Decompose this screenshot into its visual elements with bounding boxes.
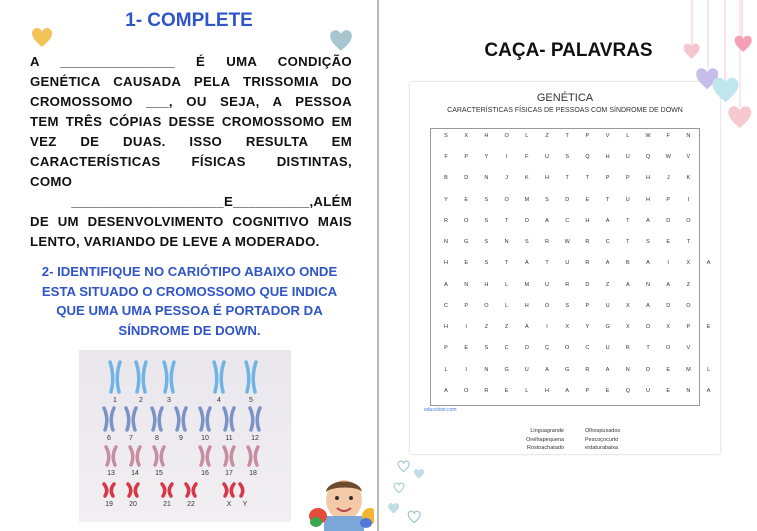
grid-letter: S bbox=[565, 154, 570, 161]
grid-letter: U bbox=[625, 154, 630, 161]
word-list-item: Rostoachatado bbox=[527, 445, 564, 451]
grid-letter: T bbox=[626, 239, 630, 246]
chromosome bbox=[104, 484, 114, 496]
grid-letter: E bbox=[666, 239, 671, 246]
grid-letter: N bbox=[444, 239, 448, 246]
grid-letter: A bbox=[605, 217, 610, 224]
grid-letter: O bbox=[666, 345, 671, 352]
grid-letter: U bbox=[605, 345, 610, 352]
grid-letter: E bbox=[464, 345, 469, 352]
grid-letter: D bbox=[464, 175, 469, 182]
paragraph-line: GENÉTICA CAUSADA PELA TRISSOMIA DO bbox=[30, 74, 352, 89]
grid-letter: K bbox=[686, 175, 691, 182]
right-page bbox=[380, 0, 757, 531]
chromosome bbox=[136, 362, 146, 392]
chromosome bbox=[224, 447, 234, 465]
chromosome bbox=[176, 408, 186, 430]
grid-letter: G bbox=[565, 366, 570, 373]
grid-letter: L bbox=[444, 366, 448, 373]
grid-letter: I bbox=[465, 324, 467, 331]
grid-letter: Z bbox=[484, 324, 489, 331]
question-2-line: 2- IDENTIFIQUE NO CARIÓTIPO ABAIXO ONDE bbox=[41, 264, 338, 279]
chromosome-label: 14 bbox=[131, 470, 139, 477]
grid-letter: W bbox=[564, 239, 570, 246]
grid-letter: I bbox=[505, 154, 508, 161]
grid-letter: A bbox=[524, 260, 529, 267]
chromosome bbox=[224, 408, 234, 430]
grid-letter: A bbox=[545, 217, 549, 224]
grid-letter: C bbox=[605, 239, 610, 246]
grid-letter: U bbox=[565, 260, 570, 267]
grid-letter: J bbox=[505, 175, 508, 182]
grid-letter: W bbox=[665, 154, 671, 161]
chromosome-label: 17 bbox=[225, 470, 233, 477]
word-search-title: CAÇA- PALAVRAS bbox=[484, 40, 653, 61]
grid-letter: H bbox=[646, 196, 650, 203]
grid-letter: Q bbox=[585, 154, 590, 161]
hearts-decoration bbox=[385, 452, 445, 531]
grid-letter: H bbox=[524, 302, 529, 309]
grid-letter: A bbox=[605, 260, 610, 267]
paragraph-line: VEZ DE DUAS. ISSO RESULTA EM bbox=[30, 134, 352, 149]
grid-letter: P bbox=[585, 133, 590, 139]
grid-letter: G bbox=[605, 324, 610, 331]
grid-letter: D bbox=[666, 302, 671, 309]
grid-letter: V bbox=[686, 345, 691, 352]
grid-letter: E bbox=[464, 196, 469, 203]
grid-letter: D bbox=[585, 281, 590, 288]
chromosome-label: 20 bbox=[129, 501, 137, 508]
grid-letter: O bbox=[645, 324, 651, 331]
paragraph-line: LENTO, VARIANDO DE LEVE A MODERADO. bbox=[30, 234, 320, 249]
grid-letter: A bbox=[646, 217, 650, 224]
chromosome-label: X bbox=[226, 501, 232, 508]
grid-letter: O bbox=[464, 217, 469, 224]
grid-letter: N bbox=[686, 387, 691, 394]
grid-letter: U bbox=[605, 302, 610, 309]
grid-letter: N bbox=[484, 175, 489, 182]
grid-letter: G bbox=[464, 239, 469, 246]
chromosome-label: 1 bbox=[113, 397, 117, 404]
paragraph-line: COMO bbox=[30, 174, 73, 189]
paragraph-line: TEM TRÊS CÓPIAS DESSE CROMOSSOMO EM bbox=[30, 114, 352, 129]
chromosome-label: 18 bbox=[249, 470, 257, 477]
sheet-title: GENÉTICA bbox=[536, 92, 594, 104]
grid-letter: U bbox=[524, 366, 529, 373]
child-painting-image bbox=[308, 470, 374, 531]
grid-letter: L bbox=[525, 133, 529, 139]
grid-letter: P bbox=[444, 345, 448, 352]
grid-letter: P bbox=[686, 324, 691, 331]
chromosome bbox=[250, 408, 260, 430]
fill-in-paragraph bbox=[30, 52, 352, 252]
question-2-line: SÍNDROME DE DOWN. bbox=[118, 322, 261, 338]
word-list-item: estaturabaixa bbox=[585, 445, 619, 451]
heart-icon bbox=[328, 28, 354, 54]
grid-letter: Z bbox=[504, 324, 509, 331]
grid-letter: G bbox=[504, 366, 509, 373]
grid-letter: Z bbox=[545, 133, 549, 139]
grid-letter: X bbox=[666, 324, 671, 331]
grid-letter: D bbox=[646, 366, 650, 373]
grid-letter: F bbox=[666, 133, 670, 139]
grid-letter: D bbox=[565, 196, 570, 203]
grid-letter: A bbox=[706, 387, 711, 394]
grid-letter: M bbox=[524, 281, 530, 288]
grid-letter: T bbox=[545, 260, 549, 267]
chromosome bbox=[214, 362, 224, 392]
grid-letter: H bbox=[646, 175, 650, 182]
chromosome-label: Y bbox=[242, 501, 248, 508]
grid-letter: H bbox=[484, 133, 489, 139]
grid-letter: O bbox=[464, 387, 469, 394]
chromosome-label: 4 bbox=[217, 397, 221, 404]
chromosome-label: 9 bbox=[179, 435, 183, 442]
grid-letter: X bbox=[625, 324, 630, 331]
grid-letter: X bbox=[565, 324, 570, 331]
grid-letter: S bbox=[484, 196, 489, 203]
grid-letter: U bbox=[625, 196, 630, 203]
grid-letter: T bbox=[626, 217, 630, 224]
question-2 bbox=[22, 262, 357, 340]
grid-letter: D bbox=[666, 217, 671, 224]
grid-letter: F bbox=[444, 154, 448, 161]
grid-letter: R bbox=[545, 239, 549, 246]
grid-letter: I bbox=[546, 324, 548, 331]
karyotype-image bbox=[79, 350, 291, 522]
grid-letter: I bbox=[687, 196, 690, 203]
grid-letter: S bbox=[444, 133, 448, 139]
chromosome-label: 13 bbox=[107, 470, 115, 477]
grid-letter: P bbox=[464, 302, 469, 309]
left-page bbox=[0, 0, 378, 531]
word-list-left bbox=[500, 427, 564, 453]
grid-letter: P bbox=[585, 302, 590, 309]
grid-letter: C bbox=[504, 345, 509, 352]
chromosome-label: 19 bbox=[105, 501, 113, 508]
grid-letter: Y bbox=[585, 324, 590, 331]
grid-letter: S bbox=[484, 260, 489, 267]
grid-letter: N bbox=[625, 366, 630, 373]
chromosome bbox=[152, 408, 162, 430]
grid-letter: A bbox=[646, 260, 650, 267]
page-divider bbox=[377, 0, 379, 531]
paragraph-line: CROMOSSOMO ___, OU SEJA, A PESSOA bbox=[30, 94, 352, 109]
grid-letter: M bbox=[686, 366, 691, 373]
grid-letter: P bbox=[605, 175, 610, 182]
grid-letter: O bbox=[484, 302, 489, 309]
grid-letter: O bbox=[524, 345, 529, 352]
word-list-item: Pescoçocurto bbox=[585, 436, 619, 443]
grid-letter: S bbox=[545, 196, 549, 203]
grid-letter: T bbox=[565, 133, 569, 139]
grid-letter: L bbox=[525, 387, 529, 394]
question-2-line: QUE UMA UMA PESSOA É PORTADOR DA bbox=[56, 303, 323, 318]
grid-letter: P bbox=[625, 175, 630, 182]
chromosome bbox=[200, 408, 210, 430]
grid-letter: A bbox=[605, 366, 610, 373]
grid-letter: B bbox=[444, 175, 448, 182]
word-list-item: Linguagrande bbox=[530, 428, 564, 434]
grid-letter: O bbox=[504, 196, 509, 203]
grid-letter: J bbox=[666, 175, 670, 182]
letter-grid bbox=[430, 128, 711, 406]
grid-letter: U bbox=[545, 154, 549, 161]
grid-letter: E bbox=[666, 366, 671, 373]
grid-letter: P bbox=[666, 196, 671, 203]
grid-letter: A bbox=[524, 324, 529, 331]
chromosome bbox=[186, 484, 196, 496]
grid-letter: X bbox=[686, 260, 691, 267]
grid-letter: O bbox=[686, 302, 691, 309]
grid-letter: L bbox=[505, 302, 509, 309]
grid-letter: O bbox=[524, 217, 529, 224]
grid-letter: E bbox=[464, 260, 469, 267]
hanging-hearts-decoration bbox=[680, 0, 757, 135]
grid-letter: Y bbox=[484, 154, 489, 161]
word-list-item: Orelhapequena bbox=[526, 436, 564, 443]
chromosome bbox=[224, 484, 234, 496]
grid-letter: Ç bbox=[545, 345, 549, 352]
grid-letter: R bbox=[585, 260, 590, 267]
grid-letter: R bbox=[585, 239, 590, 246]
question-2-line: ESTA SITUADO O CROMOSSOMO QUE INDICA bbox=[41, 283, 338, 299]
grid-letter: H bbox=[585, 217, 590, 224]
chromosome bbox=[246, 362, 256, 392]
grid-letter: E bbox=[706, 324, 711, 331]
chromosome-label: 22 bbox=[187, 501, 195, 508]
grid-letter: M bbox=[524, 196, 530, 203]
word-list-item: Olhospuxados bbox=[585, 428, 621, 434]
grid-letter: I bbox=[667, 260, 669, 267]
grid-letter: S bbox=[565, 302, 570, 309]
chromosome bbox=[164, 362, 174, 392]
grid-letter: S bbox=[484, 345, 489, 352]
grid-letter: S bbox=[524, 239, 529, 246]
chromosome bbox=[110, 362, 120, 392]
chromosome bbox=[106, 447, 116, 465]
grid-letter: H bbox=[444, 324, 448, 331]
heart-icon bbox=[30, 26, 54, 50]
grid-letter: L bbox=[626, 133, 630, 139]
grid-letter: O bbox=[504, 133, 509, 139]
grid-letter: X bbox=[625, 302, 630, 309]
grid-letter: T bbox=[646, 345, 650, 352]
grid-letter: W bbox=[645, 133, 651, 139]
chromosome-label: 11 bbox=[225, 435, 233, 442]
grid-letter: L bbox=[505, 281, 509, 288]
grid-letter: N bbox=[686, 133, 691, 139]
grid-letter: O bbox=[565, 345, 570, 352]
grid-letter: V bbox=[686, 154, 691, 161]
chromosome bbox=[104, 408, 114, 430]
chromosome-label: 16 bbox=[201, 470, 209, 477]
grid-letter: A bbox=[646, 302, 650, 309]
grid-letter: O bbox=[544, 302, 550, 309]
chromosome bbox=[126, 408, 136, 430]
grid-letter: H bbox=[545, 175, 549, 182]
site-credit: educolorir.com bbox=[424, 407, 457, 413]
grid-letter: N bbox=[464, 281, 469, 288]
grid-letter: T bbox=[585, 175, 590, 182]
grid-letter: R bbox=[565, 281, 570, 288]
grid-letter: E bbox=[585, 196, 590, 203]
paragraph-line: A _______________ É UMA CONDIÇÃO bbox=[30, 54, 352, 69]
paragraph-line: ____________________E__________,ALÉM bbox=[71, 194, 352, 209]
grid-letter: X bbox=[464, 133, 469, 139]
grid-letter: C bbox=[585, 345, 590, 352]
grid-letter: A bbox=[545, 366, 549, 373]
chromosome-label: 15 bbox=[155, 470, 163, 477]
grid-letter: R bbox=[444, 217, 448, 224]
chromosome-label: 7 bbox=[129, 435, 133, 442]
grid-letter: A bbox=[666, 281, 671, 288]
chromosome-label: 8 bbox=[155, 435, 159, 442]
grid-letter: R bbox=[585, 366, 590, 373]
grid-letter: H bbox=[605, 154, 610, 161]
grid-letter: R bbox=[484, 387, 489, 394]
chromosome-label: 10 bbox=[201, 435, 209, 442]
grid-letter: F bbox=[525, 154, 529, 161]
grid-letter: H bbox=[444, 260, 448, 267]
grid-letter: L bbox=[707, 366, 711, 373]
grid-letter: S bbox=[484, 239, 489, 246]
grid-letter: K bbox=[524, 175, 529, 182]
word-list-right bbox=[585, 427, 665, 453]
grid-letter: T bbox=[504, 260, 509, 267]
grid-letter: U bbox=[545, 281, 549, 288]
grid-letter: N bbox=[484, 366, 489, 373]
grid-letter: A bbox=[565, 387, 570, 394]
chromosome-label: 2 bbox=[139, 397, 143, 404]
grid-letter: Q bbox=[645, 154, 651, 161]
grid-letter: B bbox=[625, 260, 630, 267]
chromosome bbox=[130, 447, 140, 465]
grid-letter: H bbox=[545, 387, 549, 394]
grid-letter: E bbox=[605, 387, 610, 394]
section-1-heading: 1- COMPLETE bbox=[125, 10, 253, 31]
paragraph-line: DE UM DESENVOLVIMENTO COGNITIVO MAIS bbox=[30, 214, 352, 229]
grid-letter: V bbox=[605, 133, 610, 139]
grid-letter: H bbox=[484, 281, 489, 288]
chromosome bbox=[154, 447, 164, 465]
chromosome bbox=[162, 484, 172, 496]
grid-letter: P bbox=[464, 154, 469, 161]
grid-letter: A bbox=[444, 281, 448, 288]
grid-letter: E bbox=[504, 387, 509, 394]
word-search-sheet bbox=[410, 82, 720, 454]
grid-letter: C bbox=[565, 217, 570, 224]
grid-letter: O bbox=[686, 217, 691, 224]
grid-letter: A bbox=[625, 281, 630, 288]
grid-letter: A bbox=[706, 260, 711, 267]
grid-letter: E bbox=[666, 387, 671, 394]
paragraph-line: CARACTERÍSTICAS FÍSICAS DISTINTAS, bbox=[30, 154, 352, 169]
grid-letter: A bbox=[444, 387, 448, 394]
chromosome-label: 21 bbox=[163, 501, 171, 508]
chromosome bbox=[240, 484, 243, 496]
chromosome-label: 5 bbox=[249, 397, 253, 404]
grid-letter: S bbox=[484, 217, 489, 224]
chromosome-label: 12 bbox=[251, 435, 259, 442]
sheet-subtitle: CARACTERÍSTICAS FÍSICAS DE PESSOAS COM SÍNDROME DE DOWN bbox=[447, 107, 683, 114]
grid-letter: P bbox=[585, 387, 590, 394]
chromosome bbox=[128, 484, 138, 496]
grid-letter: T bbox=[504, 217, 509, 224]
grid-letter: S bbox=[646, 239, 650, 246]
grid-letter: I bbox=[465, 366, 467, 373]
grid-letter: T bbox=[565, 175, 569, 182]
grid-letter: Z bbox=[605, 281, 610, 288]
chromosome-label: 3 bbox=[167, 397, 171, 404]
grid-letter: N bbox=[646, 281, 650, 288]
grid-letter: Y bbox=[444, 196, 448, 203]
chromosome bbox=[200, 447, 210, 465]
grid-letter: T bbox=[686, 239, 691, 246]
grid-letter: Q bbox=[625, 387, 630, 394]
grid-letter: R bbox=[625, 345, 630, 352]
grid-letter: N bbox=[504, 239, 509, 246]
grid-letter: Z bbox=[686, 281, 691, 288]
chromosome bbox=[248, 447, 258, 465]
chromosome-label: 6 bbox=[107, 435, 111, 442]
grid-letter: T bbox=[605, 196, 610, 203]
grid-letter: U bbox=[646, 387, 650, 394]
grid-letter: C bbox=[444, 302, 448, 309]
